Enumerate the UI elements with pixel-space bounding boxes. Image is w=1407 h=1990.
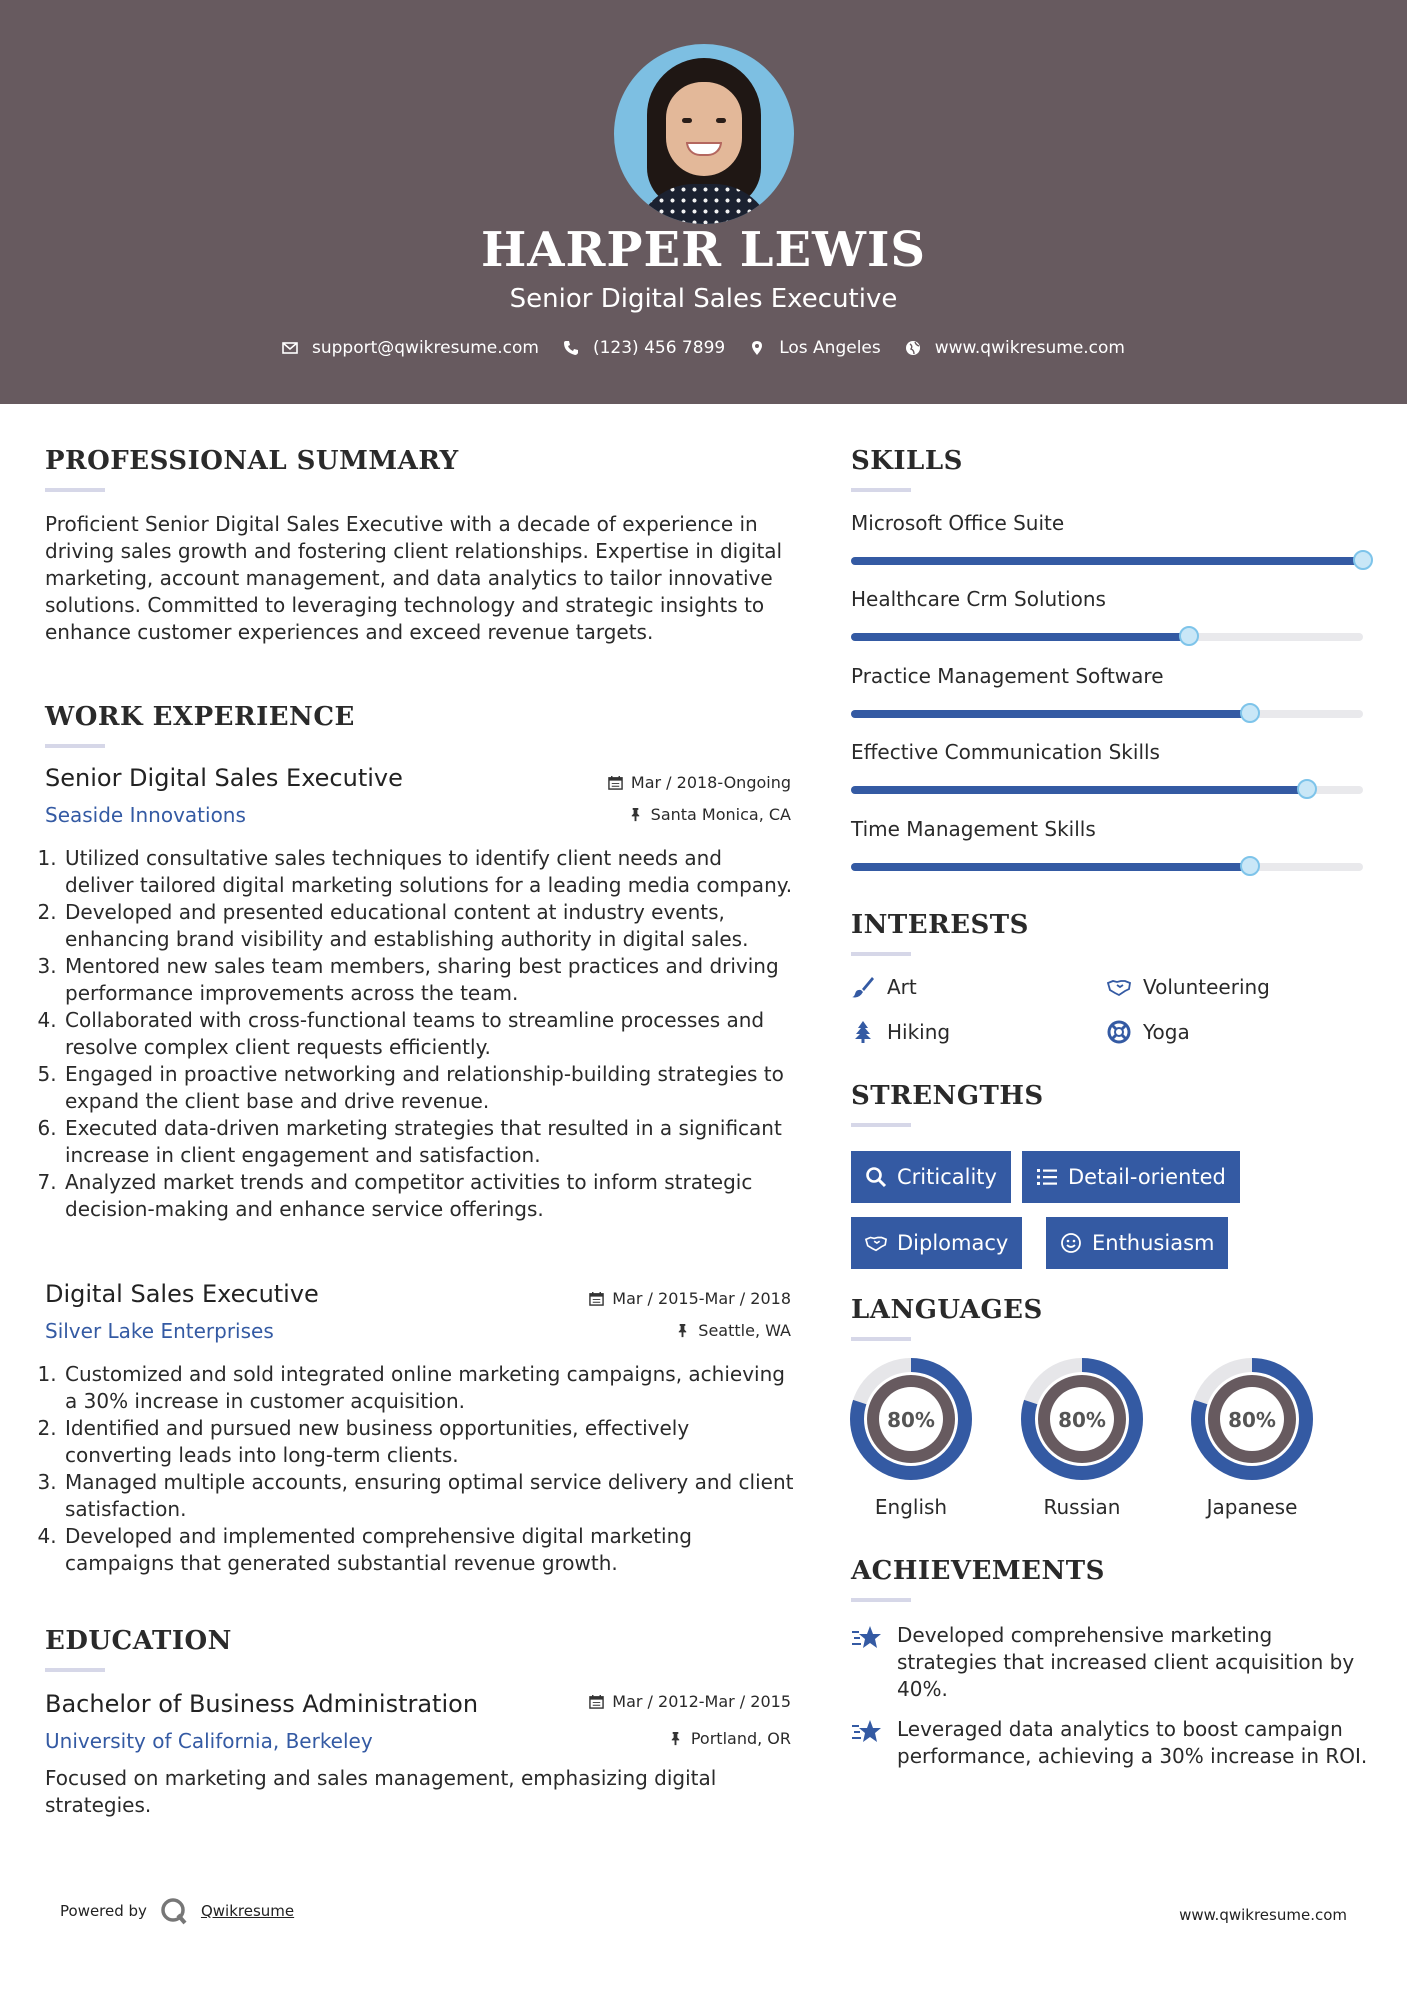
achievements-rule	[851, 1598, 911, 1602]
shooting-star-icon	[851, 1718, 883, 1746]
strength-label: Criticality	[897, 1165, 997, 1189]
skill-label: Practice Management Software	[851, 664, 1164, 688]
job-dates-text: Mar / 2015-Mar / 2018	[612, 1289, 791, 1308]
handshake-icon	[865, 1232, 887, 1254]
brand-link[interactable]: Qwikresume	[200, 1902, 295, 1920]
email-text: support@qwikresume.com	[312, 338, 539, 358]
tree-icon	[851, 1020, 875, 1044]
powered-by-text: Powered by	[60, 1902, 147, 1920]
degree-title: Bachelor of Business Administration	[45, 1690, 479, 1718]
language-donut	[1020, 1357, 1144, 1481]
skills-rule	[851, 488, 911, 492]
interest-label: Volunteering	[1143, 975, 1270, 999]
globe-icon	[905, 340, 921, 356]
handshake-icon	[1107, 975, 1131, 999]
job-dates-text: Mar / 2018-Ongoing	[630, 773, 791, 792]
summary-rule	[45, 488, 105, 492]
education-location	[668, 1729, 791, 1748]
interest-volunteering	[1107, 975, 1270, 999]
footer-website[interactable]: www.qwikresume.com	[1179, 1906, 1347, 1924]
list-item: 1. Utilized consultative sales techniques to identify client needs and deliver tailored digital marketing solutions for a leading media company.	[63, 845, 795, 899]
list-item: 5. Engaged in proactive networking and relationship-building strategies to expand the client base and drive revenue.	[63, 1061, 795, 1115]
strength-label: Detail-oriented	[1068, 1165, 1226, 1189]
contact-location	[749, 338, 881, 358]
interest-label: Art	[887, 975, 917, 999]
job-title: Digital Sales Executive	[45, 1280, 319, 1308]
skill-bar	[851, 710, 1363, 718]
skills-heading: SKILLS	[851, 446, 963, 476]
job-dates	[589, 1289, 791, 1308]
skill-bar-knob	[1240, 703, 1260, 723]
skill-bar	[851, 863, 1363, 871]
job-bullets	[45, 1361, 795, 1577]
education-location-text: Portland, OR	[690, 1729, 791, 1748]
contact-website[interactable]	[905, 338, 1125, 358]
list-item: 6. Executed data-driven marketing strategies that resulted in a significant increase in client engagement and satisfaction.	[63, 1115, 795, 1169]
strength-chip	[851, 1151, 1011, 1203]
skill-bar-fill	[851, 710, 1250, 718]
resume-header	[0, 0, 1407, 404]
education-rule	[45, 1668, 105, 1672]
language-item	[1190, 1357, 1314, 1519]
list-item: 3. Managed multiple accounts, ensuring optimal service delivery and client satisfaction.	[63, 1469, 795, 1523]
achievement-item	[851, 1622, 1371, 1703]
footer-powered-by	[60, 1896, 294, 1926]
language-name: Russian	[1043, 1495, 1121, 1519]
language-name: English	[874, 1495, 948, 1519]
job-location	[628, 805, 791, 824]
candidate-name: HARPER LEWIS	[480, 222, 927, 278]
skill-bar-fill	[851, 786, 1307, 794]
envelope-icon	[282, 340, 298, 356]
skill-bar-knob	[1297, 779, 1317, 799]
skill-label: Time Management Skills	[851, 817, 1096, 841]
interest-hiking	[851, 1020, 950, 1044]
skill-bar-knob	[1353, 550, 1373, 570]
strength-chip	[851, 1217, 1022, 1269]
profile-photo	[614, 44, 794, 224]
achievements-heading: ACHIEVEMENTS	[851, 1556, 1105, 1586]
list-item: 2. Developed and presented educational content at industry events, enhancing brand visibility and establishing authority in digital sales.	[63, 899, 795, 953]
skill-bar-knob	[1179, 626, 1199, 646]
strength-label: Enthusiasm	[1092, 1231, 1215, 1255]
calendar-icon	[589, 1694, 604, 1709]
summary-heading: PROFESSIONAL SUMMARY	[45, 446, 459, 476]
language-item	[1020, 1357, 1144, 1519]
job-location-text: Santa Monica, CA	[650, 805, 791, 824]
website-text: www.qwikresume.com	[934, 338, 1125, 358]
languages-heading: LANGUAGES	[851, 1295, 1043, 1325]
skill-bar	[851, 557, 1363, 565]
achievement-text: Leveraged data analytics to boost campaign performance, achieving a 30% increase in ROI.	[897, 1717, 1368, 1768]
job-company: Seaside Innovations	[45, 803, 246, 827]
pushpin-icon	[675, 1323, 690, 1338]
map-pin-icon	[749, 340, 765, 356]
list-item: 1. Customized and sold integrated online marketing campaigns, achieving a 30% increase in customer acquisition.	[63, 1361, 795, 1415]
skill-bar-fill	[851, 863, 1250, 871]
language-percent: 80%	[887, 1408, 935, 1432]
contact-email[interactable]	[282, 338, 539, 358]
smile-icon	[1060, 1232, 1082, 1254]
language-item	[849, 1357, 973, 1519]
skill-label: Microsoft Office Suite	[851, 511, 1065, 535]
strengths-rule	[851, 1123, 911, 1127]
education-dates	[589, 1692, 791, 1711]
location-text: Los Angeles	[779, 338, 881, 358]
achievement-item	[851, 1716, 1371, 1770]
pushpin-icon	[668, 1731, 683, 1746]
life-ring-icon	[1107, 1020, 1131, 1044]
job-title: Senior Digital Sales Executive	[45, 764, 403, 792]
pushpin-icon	[628, 807, 643, 822]
candidate-title: Senior Digital Sales Executive	[509, 284, 898, 314]
job-dates	[608, 773, 791, 792]
language-percent: 80%	[1058, 1408, 1106, 1432]
phone-icon	[563, 340, 579, 356]
qwikresume-logo-icon	[159, 1896, 189, 1926]
skill-bar	[851, 633, 1363, 641]
list-item: 7. Analyzed market trends and competitor activities to inform strategic decision-making and enhance service offerings.	[63, 1169, 795, 1223]
job-company: Silver Lake Enterprises	[45, 1319, 274, 1343]
skill-label: Effective Communication Skills	[851, 740, 1160, 764]
contact-phone[interactable]	[563, 338, 725, 358]
skill-bar-knob	[1240, 856, 1260, 876]
skill-label: Healthcare Crm Solutions	[851, 587, 1106, 611]
list-icon	[1036, 1166, 1058, 1188]
summary-text: Proficient Senior Digital Sales Executive with a decade of experience in driving sales growth and fostering client relationships. Expertise in digital marketing, account management, and data analytics to tailor innovative solutions. Committed to leveraging technology and strategic insights to enhance customer experiences and exceed revenue targets.	[45, 512, 783, 644]
contact-bar	[0, 338, 1407, 358]
language-donut	[1190, 1357, 1314, 1481]
interest-label: Hiking	[887, 1020, 951, 1044]
phone-text: (123) 456 7899	[592, 338, 726, 358]
languages-rule	[851, 1337, 911, 1341]
interests-rule	[851, 952, 911, 956]
list-item: 3. Mentored new sales team members, sharing best practices and driving performance improvements across the team.	[63, 953, 795, 1007]
interest-label: Yoga	[1143, 1020, 1190, 1044]
strengths-heading: STRENGTHS	[851, 1081, 1044, 1111]
list-item: 2. Identified and pursued new business opportunities, effectively converting leads into long-term clients.	[63, 1415, 795, 1469]
calendar-icon	[608, 775, 623, 790]
education-description: Focused on marketing and sales management, emphasizing digital strategies.	[45, 1766, 717, 1817]
experience-heading: WORK EXPERIENCE	[45, 702, 355, 732]
list-item: 4. Collaborated with cross-functional teams to streamline processes and resolve complex client requests efficiently.	[63, 1007, 795, 1061]
calendar-icon	[589, 1291, 604, 1306]
job-location-text: Seattle, WA	[698, 1321, 791, 1340]
strength-chip	[1046, 1217, 1228, 1269]
education-heading: EDUCATION	[45, 1626, 232, 1656]
job-location	[675, 1321, 791, 1340]
skill-bar-fill	[851, 633, 1189, 641]
search-icon	[865, 1166, 887, 1188]
skill-bar-fill	[851, 557, 1363, 565]
list-item: 4. Developed and implemented comprehensive digital marketing campaigns that generated substantial revenue growth.	[63, 1523, 795, 1577]
paintbrush-icon	[851, 975, 875, 999]
strength-label: Diplomacy	[897, 1231, 1009, 1255]
language-donut	[849, 1357, 973, 1481]
skill-bar	[851, 786, 1363, 794]
interest-yoga	[1107, 1020, 1190, 1044]
language-name: Japanese	[1206, 1495, 1298, 1519]
school-name: University of California, Berkeley	[45, 1729, 373, 1753]
experience-rule	[45, 744, 105, 748]
education-dates-text: Mar / 2012-Mar / 2015	[612, 1692, 791, 1711]
shooting-star-icon	[851, 1624, 883, 1652]
language-percent: 80%	[1228, 1408, 1276, 1432]
interest-art	[851, 975, 917, 999]
interests-heading: INTERESTS	[851, 910, 1029, 940]
job-bullets	[45, 845, 795, 1223]
achievement-text: Developed comprehensive marketing strategies that increased client acquisition by 40%.	[897, 1623, 1355, 1701]
strength-chip	[1022, 1151, 1240, 1203]
